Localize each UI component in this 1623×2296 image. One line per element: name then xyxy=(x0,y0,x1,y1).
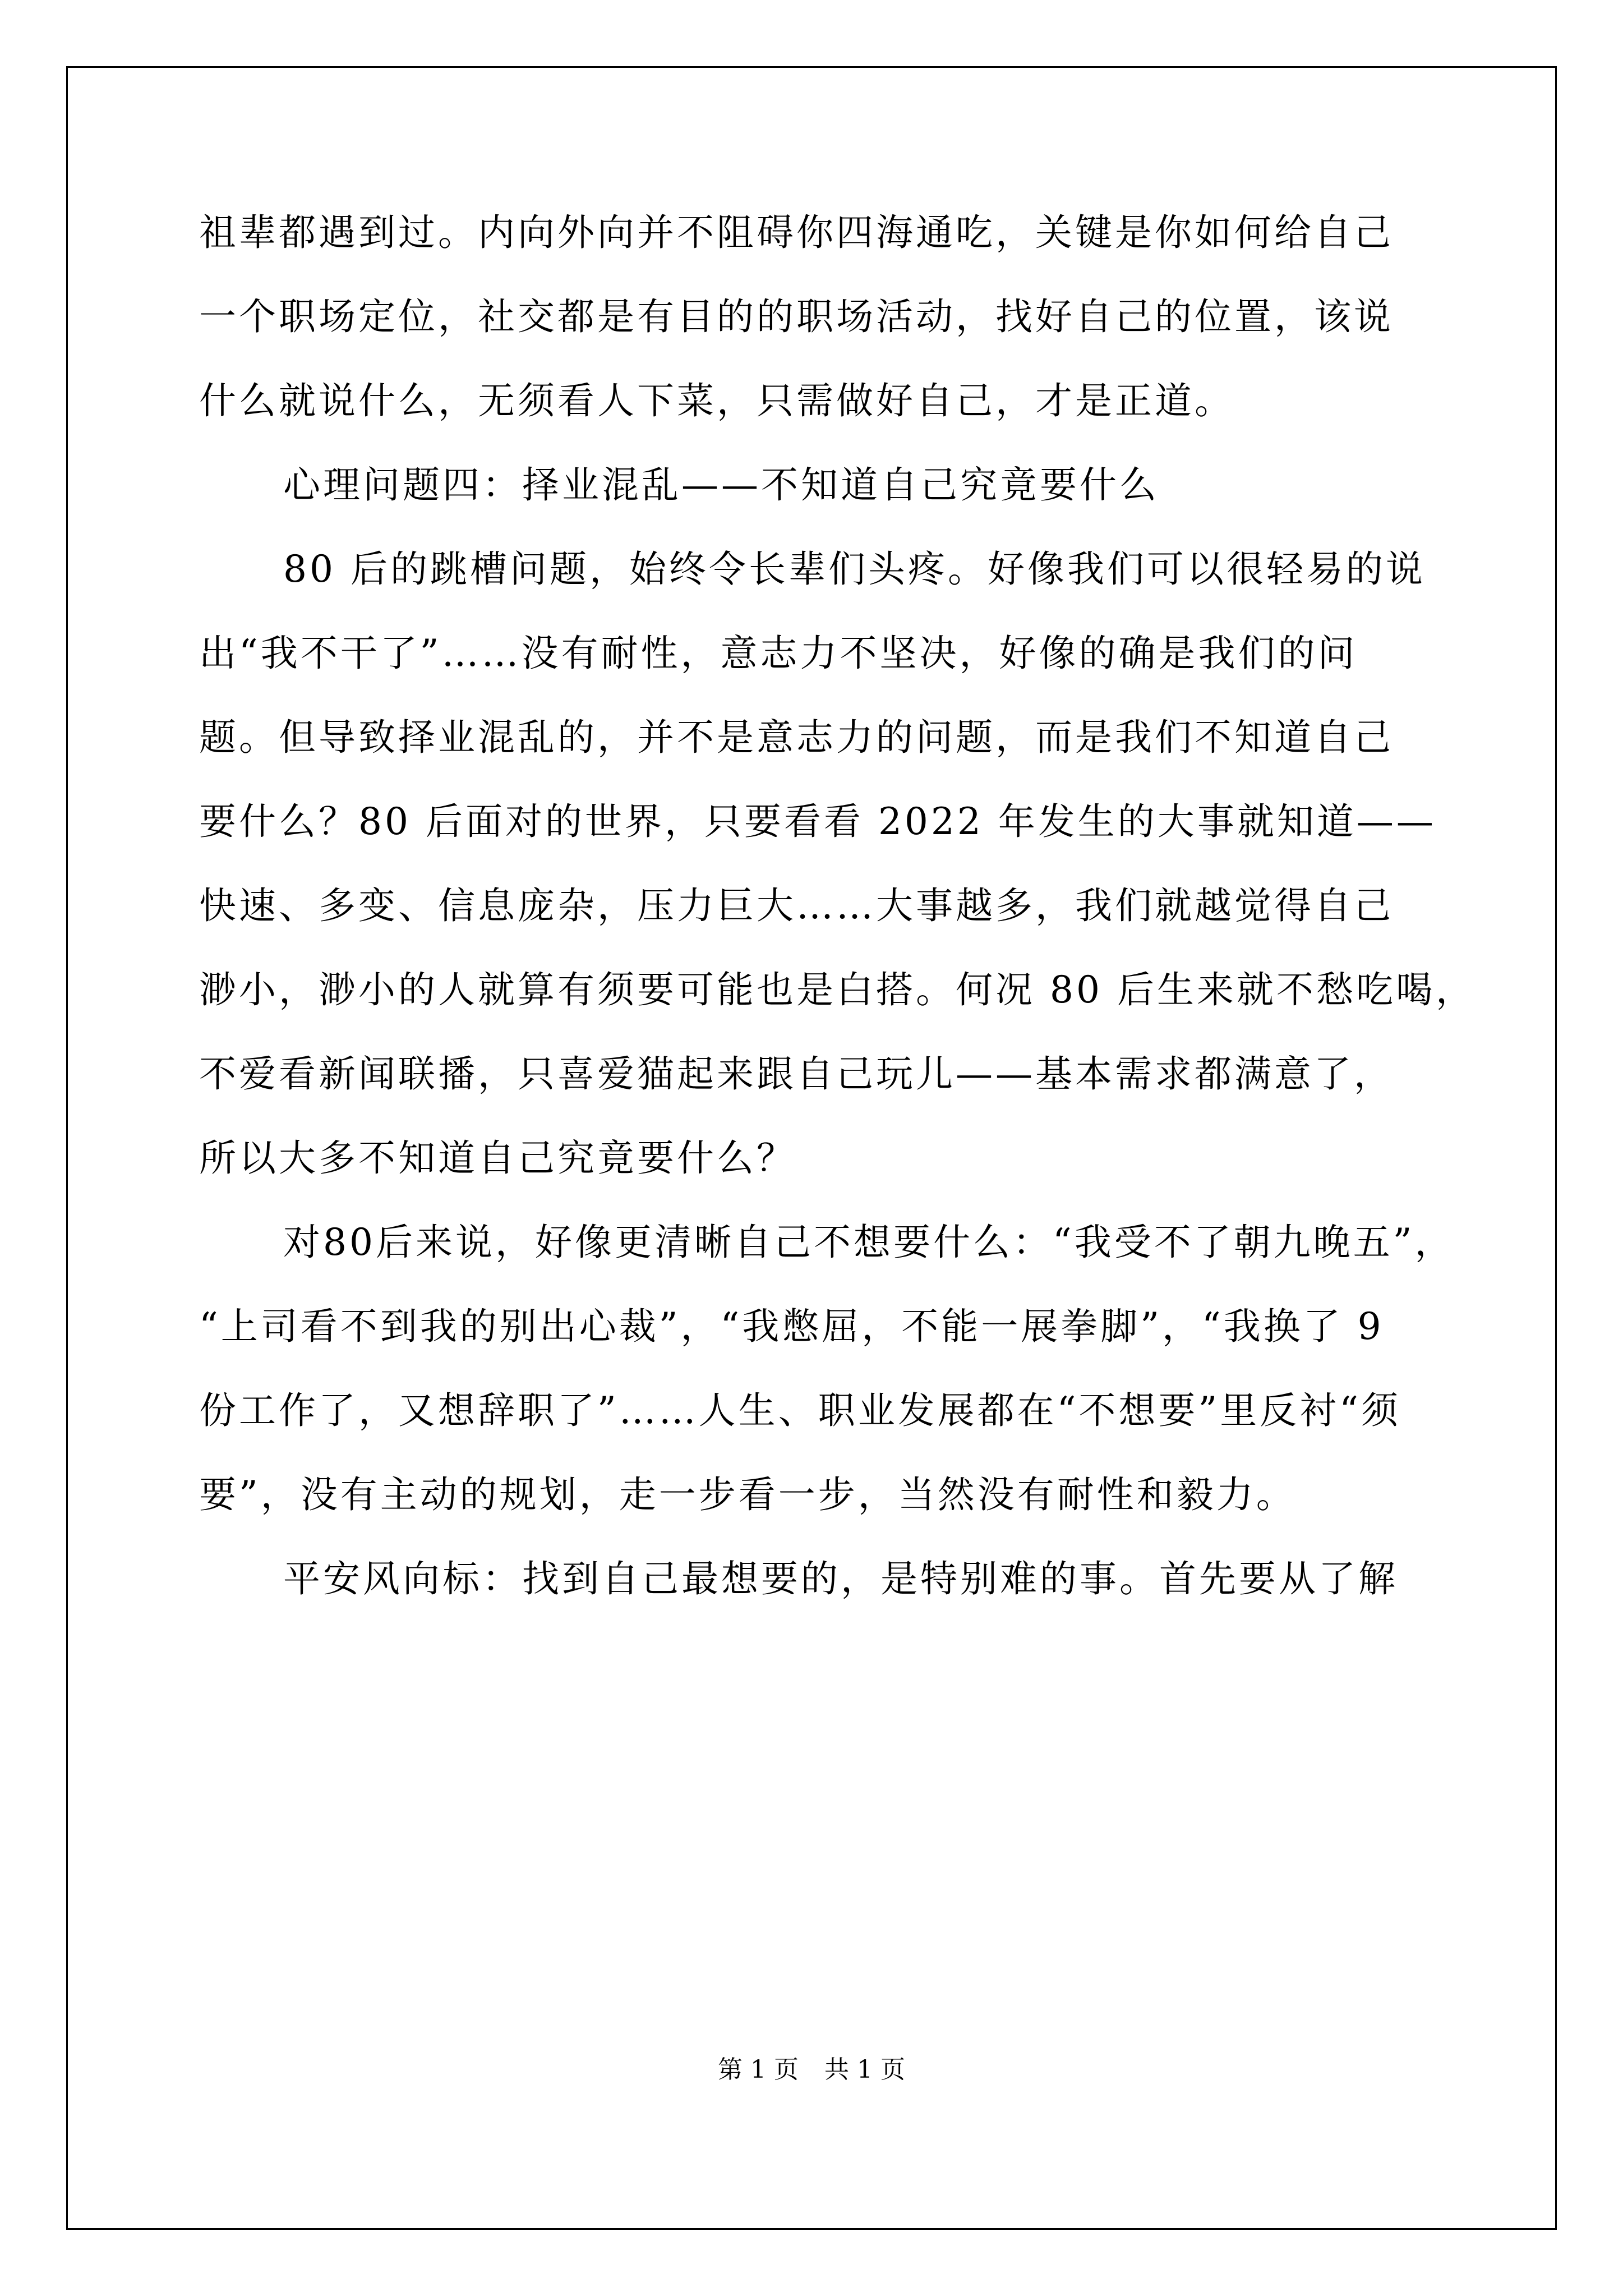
text-line: “上司看不到我的别出心裁”，“我憋屈，不能一展拳脚”，“我换了 9 xyxy=(199,1305,1384,1348)
text-line: 出“我不干了”……没有耐性，意志力不坚决，好像的确是我们的问 xyxy=(199,632,1358,675)
text-line: 要”，没有主动的规划，走一步看一步，当然没有耐性和毅力。 xyxy=(199,1473,1296,1516)
page-total: 共 1 页 xyxy=(824,2055,905,2084)
page-number: 第 1 页 xyxy=(718,2055,799,2084)
text-line: 80 后的跳槽问题，始终令长辈们头疼。好像我们可以很轻易的说 xyxy=(283,547,1426,591)
text-line: 祖辈都遇到过。内向外向并不阻碍你四海通吃，关键是你如何给自己 xyxy=(199,211,1394,254)
text-line: 题。但导致择业混乱的，并不是意志力的问题，而是我们不知道自己 xyxy=(199,716,1394,759)
text-line: 对80后来说，好像更清晰自己不想要什么：“我受不了朝九晚五”， xyxy=(283,1221,1455,1264)
text-line: 要什么？80 后面对的世界，只要看看 2022 年发生的大事就知道—— xyxy=(199,800,1436,843)
text-line: 什么就说什么，无须看人下菜，只需做好自己，才是正道。 xyxy=(199,379,1234,422)
text-line: 所以大多不知道自己究竟要什么？ xyxy=(199,1137,796,1180)
page-footer xyxy=(0,2053,1623,2087)
text-line: 一个职场定位，社交都是有目的的职场活动，找好自己的位置，该说 xyxy=(199,295,1394,338)
text-line: 不爱看新闻联播，只喜爱猫起来跟自己玩儿——基本需求都满意了， xyxy=(199,1052,1394,1096)
section-heading: 心理问题四：择业混乱——不知道自己究竟要什么 xyxy=(283,463,1159,507)
text-line: 平安风向标：找到自己最想要的，是特别难的事。首先要从了解 xyxy=(283,1557,1398,1600)
text-line: 渺小，渺小的人就算有须要可能也是白搭。何况 80 后生来就不愁吃喝， xyxy=(199,968,1476,1011)
text-line: 份工作了，又想辞职了”……人生、职业发展都在“不想要”里反衬“须 xyxy=(199,1389,1401,1432)
text-line: 快速、多变、信息庞杂，压力巨大……大事越多，我们就越觉得自己 xyxy=(199,884,1394,927)
